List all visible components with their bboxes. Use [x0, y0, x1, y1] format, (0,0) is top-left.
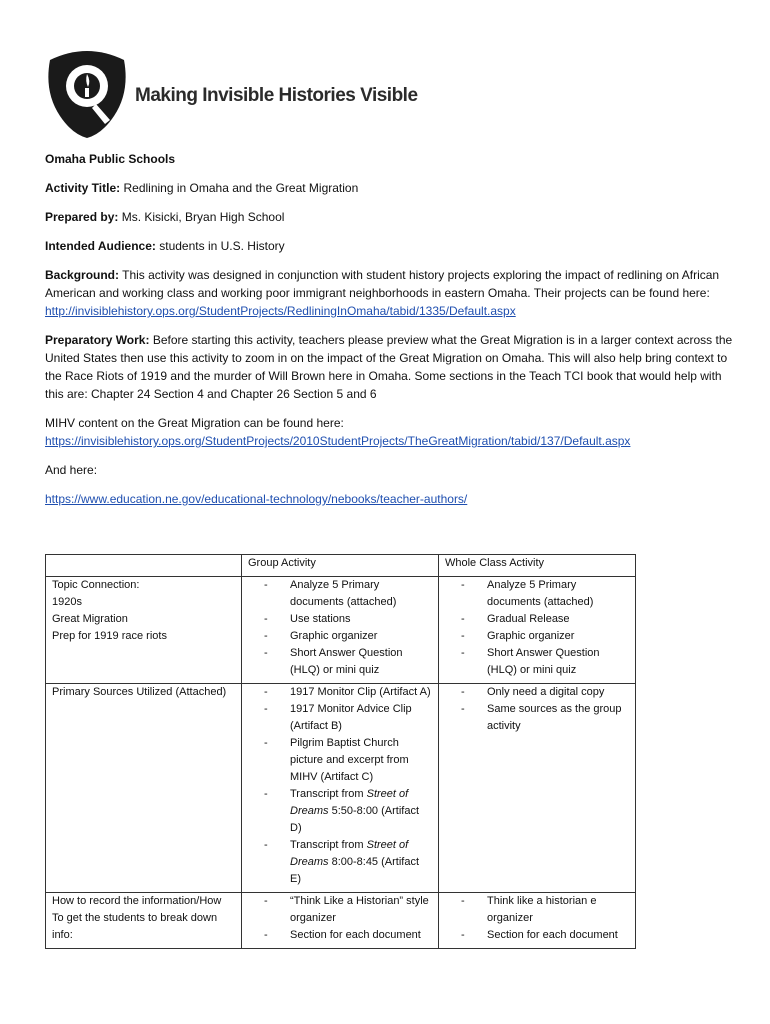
- table-row: [46, 577, 636, 684]
- header-group-activity: Group Activity: [242, 555, 439, 577]
- list-item: - Short Answer Question (HLQ) or mini quiz: [445, 645, 629, 679]
- list-item: - Analyze 5 Primary documents (attached): [248, 577, 432, 611]
- activity-title: Activity Title: Redlining in Omaha and the Great Migration: [45, 181, 359, 195]
- mihv-logo-icon: [44, 46, 130, 140]
- org-name: Omaha Public Schools: [45, 152, 176, 166]
- list-item: - Gradual Release: [445, 611, 629, 628]
- header-cell-empty: [46, 555, 242, 577]
- intended-audience: Intended Audience: students in U.S. History: [45, 239, 285, 253]
- list-item: - Section for each document: [445, 927, 629, 944]
- mihv-content-text: MIHV content on the Great Migration can be found here:: [45, 416, 344, 430]
- brand-title: Making Invisible Histories Visible: [135, 85, 418, 106]
- nebooks-link[interactable]: https://www.education.ne.gov/educational-technology/nebooks/teacher-authors/: [45, 492, 468, 506]
- list-item: - Transcript from Street of Dreams 8:00-8:45 (Artifact E): [248, 837, 432, 888]
- list-item: - Use stations: [248, 611, 432, 628]
- record-information-cell: How to record the information/How To get the students to break down info:: [46, 893, 242, 949]
- list-item: - Same sources as the group activity: [445, 701, 629, 735]
- list-item: - Pilgrim Baptist Church picture and excerpt from MIHV (Artifact C): [248, 735, 432, 786]
- great-migration-link[interactable]: https://invisiblehistory.ops.org/StudentProjects/2010StudentProjects/TheGreatMigration/tabid/137/Default.aspx: [45, 434, 631, 448]
- list-item: - 1917 Monitor Advice Clip (Artifact B): [248, 701, 432, 735]
- table-row: [46, 684, 636, 893]
- activity-table: [45, 554, 636, 949]
- group-activity-cell: [242, 577, 439, 684]
- list-item: - 1917 Monitor Clip (Artifact A): [248, 684, 432, 701]
- list-item: - Graphic organizer: [445, 628, 629, 645]
- list-item: - Section for each document: [248, 927, 432, 944]
- and-here-text: And here:: [45, 463, 98, 477]
- document-body: [45, 150, 735, 508]
- prepared-by: Prepared by: Ms. Kisicki, Bryan High School: [45, 210, 285, 224]
- primary-sources-cell: Primary Sources Utilized (Attached): [46, 684, 242, 893]
- list-item: - Graphic organizer: [248, 628, 432, 645]
- table-header-row: [46, 555, 636, 577]
- list-item: - Think like a historian e organizer: [445, 893, 629, 927]
- whole-class-cell: [439, 684, 636, 893]
- list-item: - Transcript from Street of Dreams 5:50-8:00 (Artifact D): [248, 786, 432, 837]
- list-item: - Short Answer Question (HLQ) or mini quiz: [248, 645, 432, 679]
- background-paragraph: Background: This activity was designed in conjunction with student history projects exploring the impact of redlining on African American and working class and working poor immigrant neighborhoods in eastern Omaha. Their projects can be found here: http://invisiblehistory.ops.org/StudentProjects/RedliningInOmaha/tabid/1335/Default.aspx: [45, 268, 720, 318]
- list-item: - Only need a digital copy: [445, 684, 629, 701]
- topic-connection-cell: Topic Connection: 1920s Great Migration Prep for 1919 race riots: [46, 577, 242, 684]
- whole-class-cell: [439, 577, 636, 684]
- list-item: - Analyze 5 Primary documents (attached): [445, 577, 629, 611]
- preparatory-paragraph: Preparatory Work: Before starting this activity, teachers please preview what the Great Migration is in a larger context across the United States then use this activity to zoom in on the impact of the Great Migration on Omaha. This will also help bring context to the Race Riots of 1919 and the murder of Will Brown here in Omaha. Some sections in the Teach TCI book that would help with this are: Chapter 24 Section 4 and Chapter 26 Section 5 and 6: [45, 333, 733, 401]
- group-activity-cell: [242, 684, 439, 893]
- whole-class-cell: [439, 893, 636, 949]
- list-item: - “Think Like a Historian” style organizer: [248, 893, 432, 927]
- table-row: [46, 893, 636, 949]
- group-activity-cell: [242, 893, 439, 949]
- redlining-project-link[interactable]: http://invisiblehistory.ops.org/StudentProjects/RedliningInOmaha/tabid/1335/Default.aspx: [45, 304, 516, 318]
- header-whole-class-activity: Whole Class Activity: [439, 555, 636, 577]
